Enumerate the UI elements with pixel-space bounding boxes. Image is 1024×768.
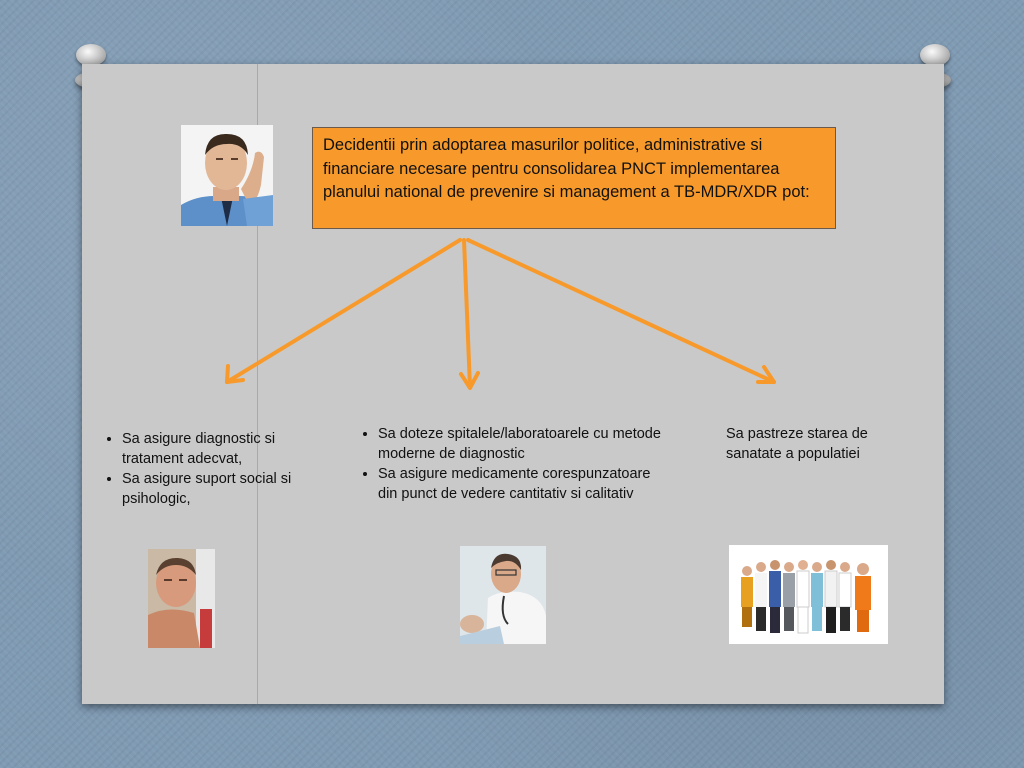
right-branch-text: Sa pastreze starea de sanatate a populatiei <box>726 426 868 462</box>
list-item: • Sa asigure medicamente corespunzatoare din punct de vedere cantitativ si calitativ <box>378 464 666 504</box>
middle-branch-list <box>356 424 666 504</box>
sick-patient-photo <box>148 549 215 648</box>
group-of-workers-photo <box>729 545 888 644</box>
list-item: • Sa asigure diagnostic si tratament adecvat, <box>122 429 326 469</box>
headline-box: Decidentii prin adoptarea masurilor politice, administrative si financiare necesare pentru consolidarea PNCT implementarea planului national de prevenire si management a TB-MDR/XDR pot: <box>312 127 836 229</box>
left-branch-list <box>100 429 326 509</box>
arrow-middle <box>464 240 470 387</box>
doctor-examining-patient-photo <box>460 546 546 644</box>
arrow-right <box>468 240 774 382</box>
arrow-left <box>227 240 460 382</box>
list-item: • Sa asigure suport social si psihologic, <box>122 469 326 509</box>
list-item: • Sa doteze spitalele/laboratoarele cu metode moderne de diagnostic <box>378 424 666 464</box>
